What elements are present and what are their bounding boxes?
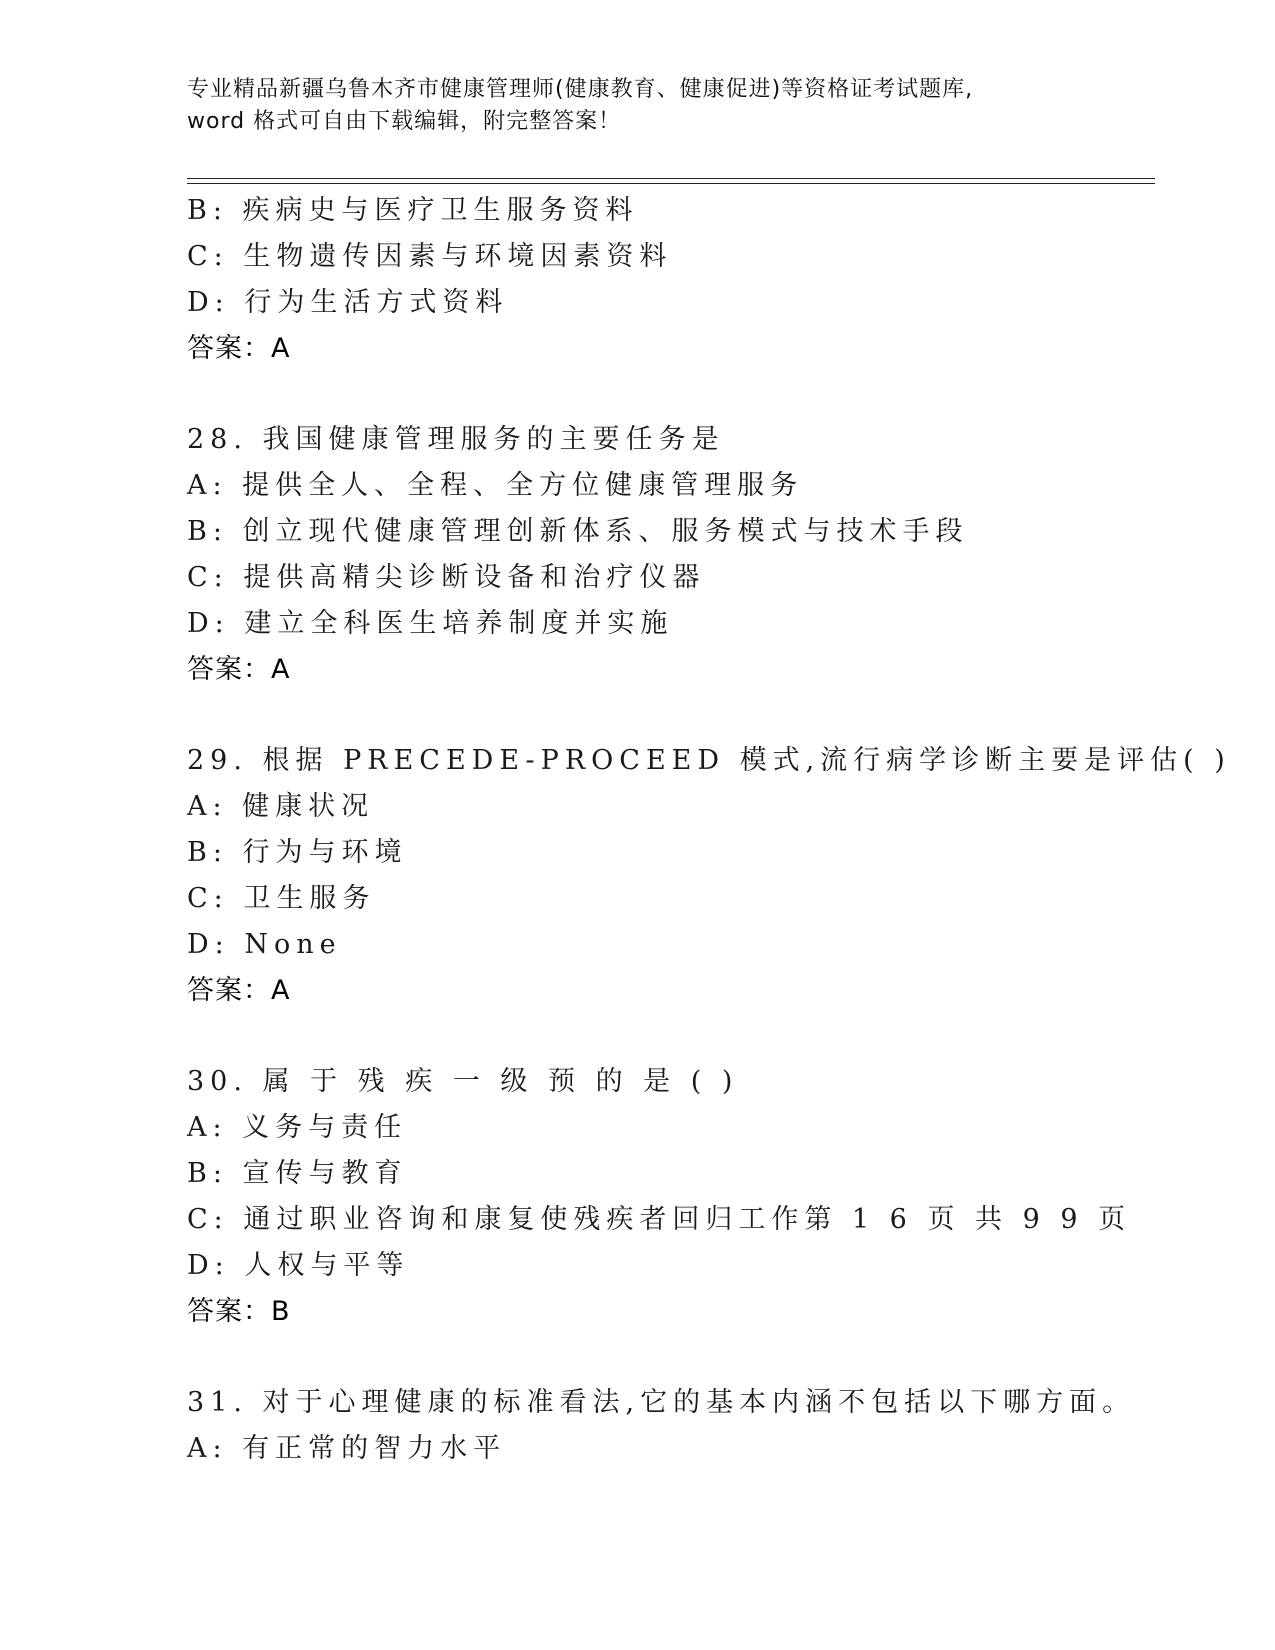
answer-option: B: 疾病史与医疗卫生服务资料 [187,195,639,226]
question-stem: 28. 我国健康管理服务的主要任务是 [187,424,725,455]
answer-option: D: 建立全科医生培养制度并实施 [187,608,674,639]
answer-key: 答案：A [187,333,291,364]
question-block [187,1059,1147,1335]
header-line-1: 专业精品新疆乌鲁木齐市健康管理师(健康教育、健康促进)等资格证考试题库, [187,77,974,102]
answer-option: A: 义务与责任 [187,1112,408,1143]
answer-option: A: 提供全人、全程、全方位健康管理服务 [187,470,804,501]
answer-option: D: 人权与平等 [187,1250,410,1281]
document-header [187,74,1087,138]
question-stem: 30. 属 于 残 疾 一 级 预 的 是 ( ) [187,1066,739,1097]
answer-option: B: 行为与环境 [187,837,408,868]
block-spacer [187,372,1147,417]
answer-key: 答案：B [187,1296,291,1327]
block-spacer [187,693,1147,738]
question-block [187,738,1231,1014]
header-rule-top [187,178,1155,179]
answer-option: D: 行为生活方式资料 [187,287,509,318]
answer-option: D: None [187,929,342,960]
answer-option: B: 宣传与教育 [187,1158,408,1189]
answer-key: 答案：A [187,975,291,1006]
answer-option: C: 卫生服务 [187,883,376,914]
answer-option: B: 创立现代健康管理创新体系、服务模式与技术手段 [187,516,969,547]
answer-option: C: 通过职业咨询和康复使残疾者回归工作第 1 6 页 共 9 9 页 [187,1204,1132,1235]
question-block [187,188,1147,372]
answer-option: A: 有正常的智力水平 [187,1433,507,1464]
question-stem: 29. 根据 PRECEDE-PROCEED 模式,流行病学诊断主要是评估( ) [187,745,1231,776]
header-rule-bottom [187,183,1155,184]
answer-option: C: 提供高精尖诊断设备和治疗仪器 [187,562,706,593]
question-list [187,188,1231,1472]
question-block [187,1380,1147,1472]
question-block [187,417,1147,693]
header-line-2: word 格式可自由下载编辑，附完整答案！ [187,109,622,134]
block-spacer [187,1014,1147,1059]
question-stem: 31. 对于心理健康的标准看法,它的基本内涵不包括以下哪方面。 [187,1387,1136,1418]
answer-option: A: 健康状况 [187,791,375,822]
block-spacer [187,1335,1147,1380]
answer-option: C: 生物遗传因素与环境因素资料 [187,241,673,272]
answer-key: 答案：A [187,654,291,685]
